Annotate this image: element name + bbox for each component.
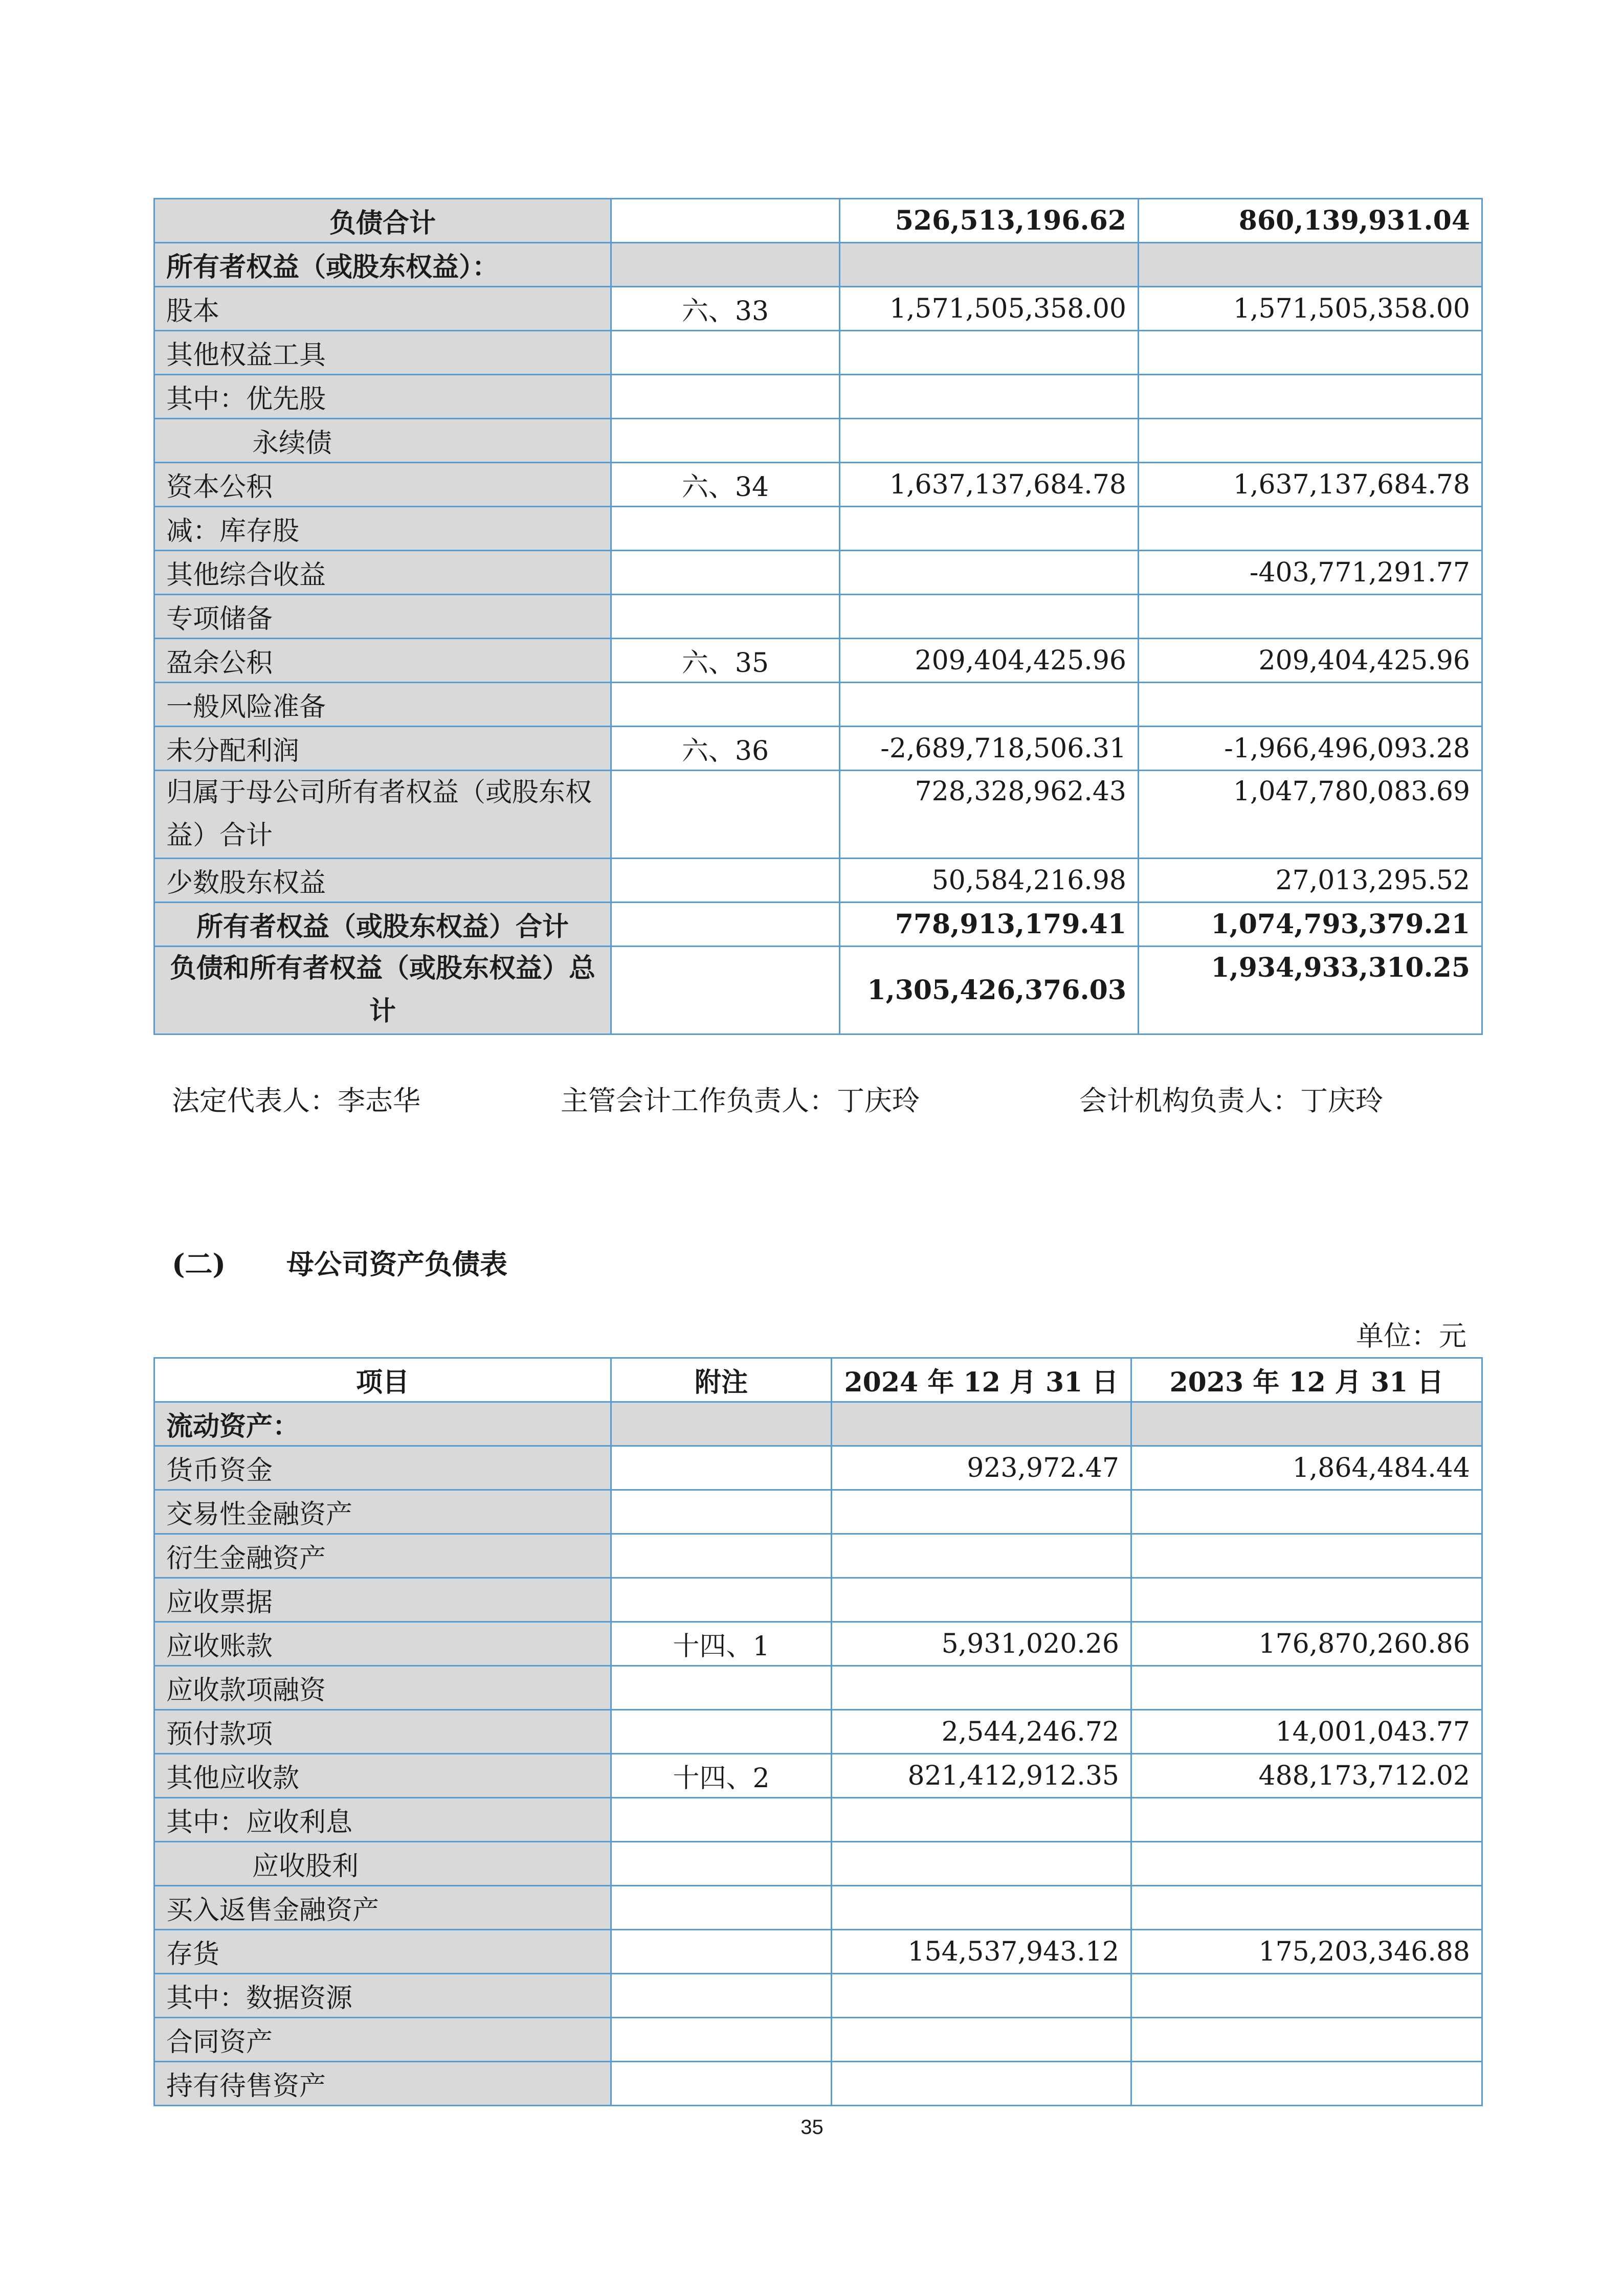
row-label: 负债合计	[154, 199, 611, 243]
row-note: 六、35	[611, 639, 840, 683]
row-value-2023: 27,013,295.52	[1139, 859, 1482, 903]
table-row	[154, 1446, 1482, 1490]
row-value-2024: 1,305,426,376.03	[840, 947, 1139, 1034]
unit-label: 单位：元	[1356, 1320, 1466, 1352]
table-row	[154, 419, 1482, 463]
row-value-2023: 209,404,425.96	[1139, 639, 1482, 683]
row-note	[611, 419, 840, 463]
row-label: 买入返售金融资产	[154, 1886, 611, 1930]
row-value-2023: 1,864,484.44	[1131, 1446, 1482, 1490]
row-value-2024	[832, 2018, 1131, 2062]
table-row	[154, 1710, 1482, 1754]
row-label: 预付款项	[154, 1710, 611, 1754]
row-value-2024: 821,412,912.35	[832, 1754, 1131, 1798]
header-2024: 2024 年 12 月 31 日	[832, 1358, 1131, 1402]
row-value-2023: 1,571,505,358.00	[1139, 287, 1482, 331]
row-note	[611, 1402, 832, 1446]
table-row	[154, 1490, 1482, 1534]
row-value-2024: 2,544,246.72	[832, 1710, 1131, 1754]
row-value-2024	[840, 375, 1139, 419]
row-note	[611, 1490, 832, 1534]
table-row	[154, 683, 1482, 727]
table-row	[154, 2018, 1482, 2062]
row-label: 应收票据	[154, 1578, 611, 1622]
row-label: 永续债	[154, 419, 611, 463]
row-note	[611, 331, 840, 375]
row-label: 所有者权益（或股东权益）合计	[154, 903, 611, 947]
row-label: 其中：数据资源	[154, 1974, 611, 2018]
row-value-2023	[1139, 243, 1482, 287]
legal-representative: 法定代表人：李志华	[172, 1085, 420, 1117]
row-note	[611, 199, 840, 243]
row-value-2023: -403,771,291.77	[1139, 551, 1482, 595]
row-note: 六、36	[611, 727, 840, 771]
row-label: 其他权益工具	[154, 331, 611, 375]
row-label: 未分配利润	[154, 727, 611, 771]
row-value-2024: 778,913,179.41	[840, 903, 1139, 947]
table-row	[154, 243, 1482, 287]
header-2023: 2023 年 12 月 31 日	[1131, 1358, 1482, 1402]
row-label: 其中：应收利息	[154, 1798, 611, 1842]
row-label: 应收股利	[154, 1842, 611, 1886]
table-row	[154, 463, 1482, 507]
table-row	[154, 1930, 1482, 1974]
row-note	[611, 1798, 832, 1842]
row-value-2024	[840, 331, 1139, 375]
row-value-2024: 209,404,425.96	[840, 639, 1139, 683]
row-note	[611, 1886, 832, 1930]
row-label: 合同资产	[154, 2018, 611, 2062]
row-value-2024: 1,637,137,684.78	[840, 463, 1139, 507]
row-label: 持有待售资产	[154, 2062, 611, 2106]
table-row	[154, 595, 1482, 639]
header-note: 附注	[611, 1358, 832, 1402]
row-value-2024	[832, 1886, 1131, 1930]
row-note	[611, 771, 840, 859]
row-value-2024	[832, 1666, 1131, 1710]
row-value-2023	[1139, 507, 1482, 551]
row-label: 归属于母公司所有者权益（或股东权益）合计	[154, 771, 611, 859]
row-value-2023	[1131, 1886, 1482, 1930]
row-label: 其他综合收益	[154, 551, 611, 595]
row-label: 所有者权益（或股东权益）：	[154, 243, 611, 287]
row-value-2023: 176,870,260.86	[1131, 1622, 1482, 1666]
table-row	[154, 1666, 1482, 1710]
row-note	[611, 595, 840, 639]
row-label: 货币资金	[154, 1446, 611, 1490]
row-value-2024	[832, 1402, 1131, 1446]
row-value-2023	[1131, 1490, 1482, 1534]
parent-balance-sheet-table	[153, 1357, 1483, 2106]
table-row	[154, 2062, 1482, 2106]
row-value-2023: 14,001,043.77	[1131, 1710, 1482, 1754]
table-row	[154, 1578, 1482, 1622]
row-label: 专项储备	[154, 595, 611, 639]
row-label: 其他应收款	[154, 1754, 611, 1798]
row-value-2023: 175,203,346.88	[1131, 1930, 1482, 1974]
table-row	[154, 1754, 1482, 1798]
row-value-2023	[1139, 331, 1482, 375]
row-value-2024: 526,513,196.62	[840, 199, 1139, 243]
row-value-2023: -1,966,496,093.28	[1139, 727, 1482, 771]
row-value-2024: 50,584,216.98	[840, 859, 1139, 903]
row-value-2024	[832, 1578, 1131, 1622]
table-row	[154, 947, 1482, 1034]
row-value-2023	[1139, 419, 1482, 463]
row-value-2024: 154,537,943.12	[832, 1930, 1131, 1974]
table-row	[154, 199, 1482, 243]
row-label: 负债和所有者权益（或股东权益）总计	[154, 947, 611, 1034]
row-label: 交易性金融资产	[154, 1490, 611, 1534]
institution-head: 会计机构负责人：丁庆玲	[1079, 1085, 1383, 1117]
table-row	[154, 551, 1482, 595]
row-value-2024: 728,328,962.43	[840, 771, 1139, 859]
row-value-2023	[1139, 683, 1482, 727]
row-note	[611, 1842, 832, 1886]
table-row	[154, 1534, 1482, 1578]
row-note: 十四、2	[611, 1754, 832, 1798]
row-value-2024: -2,689,718,506.31	[840, 727, 1139, 771]
table-row	[154, 287, 1482, 331]
row-note	[611, 1446, 832, 1490]
row-value-2024	[840, 595, 1139, 639]
row-label: 一般风险准备	[154, 683, 611, 727]
row-note	[611, 1534, 832, 1578]
row-note	[611, 1974, 832, 2018]
row-label: 减：库存股	[154, 507, 611, 551]
row-note	[611, 947, 840, 1034]
row-value-2024: 1,571,505,358.00	[840, 287, 1139, 331]
table-row	[154, 1842, 1482, 1886]
row-label: 应收款项融资	[154, 1666, 611, 1710]
row-label: 股本	[154, 287, 611, 331]
table-row	[154, 639, 1482, 683]
row-value-2023	[1131, 1402, 1482, 1446]
row-value-2023: 1,637,137,684.78	[1139, 463, 1482, 507]
table-row	[154, 903, 1482, 947]
row-label: 存货	[154, 1930, 611, 1974]
row-label: 盈余公积	[154, 639, 611, 683]
row-note	[611, 507, 840, 551]
row-value-2023: 488,173,712.02	[1131, 1754, 1482, 1798]
consolidated-equity-table	[153, 198, 1483, 1035]
header-item: 项目	[154, 1358, 611, 1402]
row-label: 衍生金融资产	[154, 1534, 611, 1578]
row-label: 应收账款	[154, 1622, 611, 1666]
row-value-2023	[1131, 2018, 1482, 2062]
row-note	[611, 1666, 832, 1710]
accounting-head: 主管会计工作负责人：丁庆玲	[561, 1085, 920, 1117]
row-value-2024	[832, 1534, 1131, 1578]
table-row	[154, 727, 1482, 771]
row-note	[611, 903, 840, 947]
row-note	[611, 551, 840, 595]
page-number: 35	[800, 2116, 824, 2139]
row-note	[611, 2062, 832, 2106]
row-value-2023	[1131, 1578, 1482, 1622]
table-row	[154, 507, 1482, 551]
row-value-2023	[1131, 1534, 1482, 1578]
row-note: 十四、1	[611, 1622, 832, 1666]
table-row	[154, 331, 1482, 375]
row-value-2024	[840, 551, 1139, 595]
table-header-row	[154, 1358, 1482, 1402]
row-label: 其中：优先股	[154, 375, 611, 419]
row-value-2024	[832, 1798, 1131, 1842]
row-value-2024	[840, 507, 1139, 551]
row-note: 六、34	[611, 463, 840, 507]
row-value-2023	[1131, 1666, 1482, 1710]
row-value-2023	[1131, 1842, 1482, 1886]
row-value-2024	[840, 419, 1139, 463]
row-value-2024	[832, 1490, 1131, 1534]
row-note	[611, 859, 840, 903]
row-value-2024: 5,931,020.26	[832, 1622, 1131, 1666]
table-row	[154, 1798, 1482, 1842]
table-row	[154, 771, 1482, 859]
row-value-2023	[1131, 1974, 1482, 2018]
row-value-2024	[840, 243, 1139, 287]
table-row	[154, 1886, 1482, 1930]
table-row	[154, 1402, 1482, 1446]
row-value-2023: 1,074,793,379.21	[1139, 903, 1482, 947]
table-row	[154, 1974, 1482, 2018]
row-note	[611, 1710, 832, 1754]
row-value-2024	[840, 683, 1139, 727]
row-value-2024	[832, 1842, 1131, 1886]
row-note	[611, 683, 840, 727]
row-value-2024	[832, 2062, 1131, 2106]
row-note	[611, 2018, 832, 2062]
row-value-2023: 1,934,933,310.25	[1139, 947, 1482, 1034]
row-value-2023	[1131, 2062, 1482, 2106]
section-number: (二)	[172, 1248, 226, 1280]
table-row	[154, 375, 1482, 419]
row-value-2023	[1139, 375, 1482, 419]
section-title: 母公司资产负债表	[286, 1248, 507, 1280]
row-note	[611, 243, 840, 287]
row-value-2024: 923,972.47	[832, 1446, 1131, 1490]
row-value-2023: 1,047,780,083.69	[1139, 771, 1482, 859]
row-label: 少数股东权益	[154, 859, 611, 903]
row-note: 六、33	[611, 287, 840, 331]
row-note	[611, 1930, 832, 1974]
row-value-2023	[1139, 595, 1482, 639]
table-row	[154, 1622, 1482, 1666]
row-note	[611, 1578, 832, 1622]
row-label: 流动资产：	[154, 1402, 611, 1446]
row-note	[611, 375, 840, 419]
row-value-2023: 860,139,931.04	[1139, 199, 1482, 243]
row-value-2024	[832, 1974, 1131, 2018]
table-row	[154, 859, 1482, 903]
row-value-2023	[1131, 1798, 1482, 1842]
row-label: 资本公积	[154, 463, 611, 507]
